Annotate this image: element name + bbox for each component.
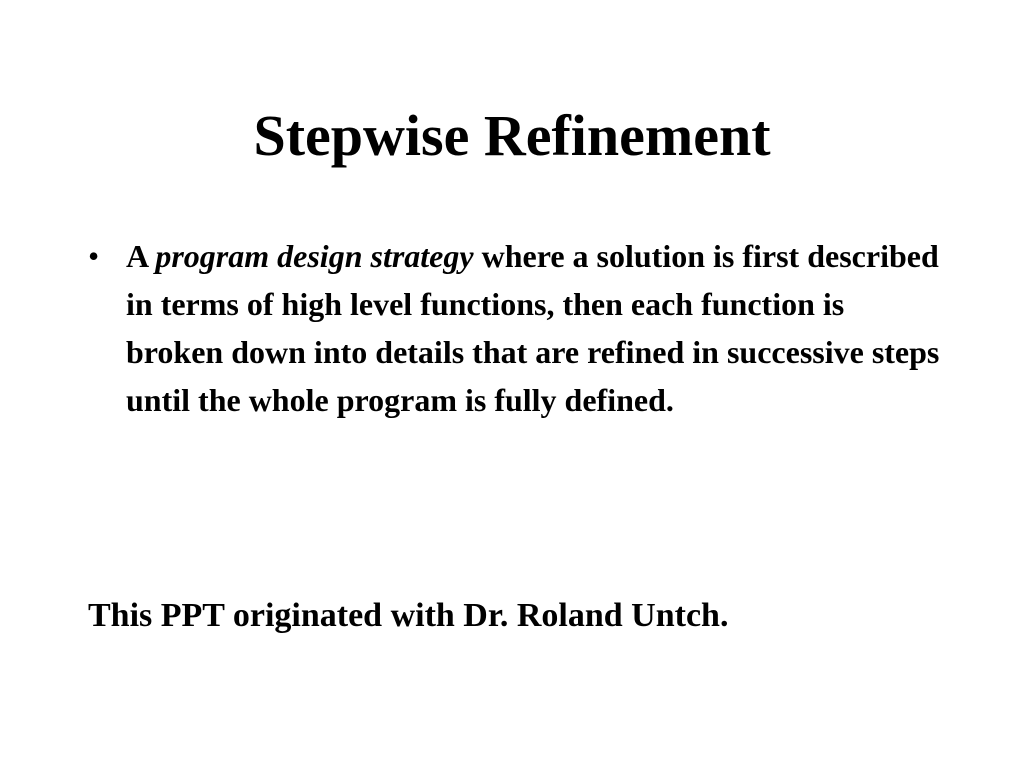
- bullet-body-text: where a solution is first described in terms of high level functions, then each function is broken down into details that are refined in successive steps until the whole program is fully defined.: [126, 238, 940, 418]
- attribution-note: This PPT originated with Dr. Roland Untch.: [88, 597, 729, 634]
- bullet-item: [88, 232, 948, 424]
- bullet-list: [88, 232, 948, 424]
- bullet-emphasis-text: program design strategy: [155, 238, 474, 274]
- bullet-glyph: •: [88, 238, 100, 274]
- bullet-lead-text: A: [126, 238, 156, 274]
- slide-title: Stepwise Refinement: [253, 103, 771, 168]
